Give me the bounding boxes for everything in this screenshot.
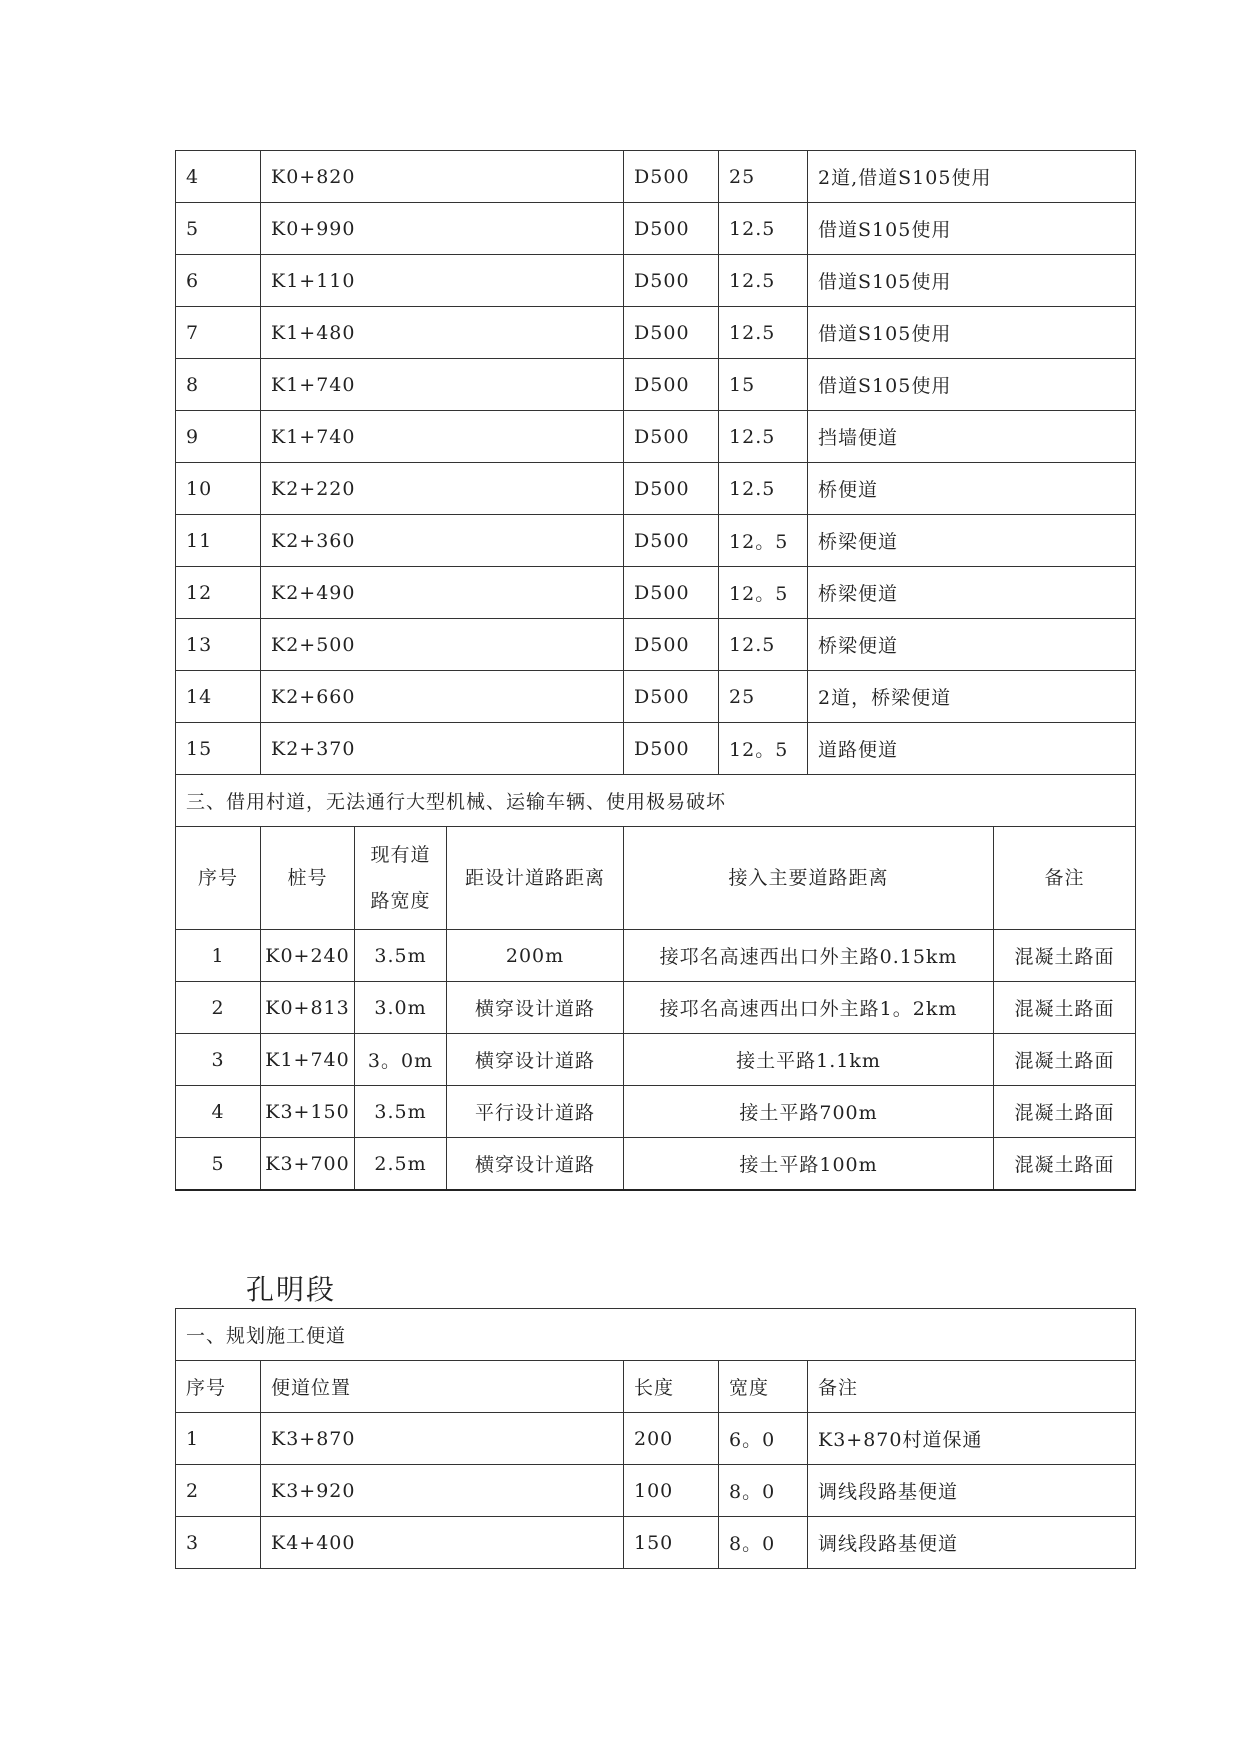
row-number: 13	[176, 619, 261, 671]
row-number: 5	[176, 1138, 261, 1191]
length: 12。5	[719, 515, 808, 567]
width: 8。0	[719, 1517, 808, 1569]
table-row	[176, 203, 1136, 255]
header-dist-design: 距设计道路距离	[447, 827, 624, 930]
row-number: 4	[176, 151, 261, 203]
table-row	[176, 1465, 1136, 1517]
remark: 桥便道	[808, 463, 1136, 515]
dist-main: 接邛名高速西出口外主路0.15km	[624, 930, 994, 982]
pile-number: K1+480	[261, 307, 624, 359]
dist-main: 接土平路1.1km	[624, 1034, 994, 1086]
width: 6。0	[719, 1413, 808, 1465]
length: 200	[624, 1413, 719, 1465]
road-width: 3.0m	[355, 982, 447, 1034]
road-width: 2.5m	[355, 1138, 447, 1191]
pile-number: K1+740	[261, 359, 624, 411]
header-no: 序号	[176, 827, 261, 930]
header-width: 宽度	[719, 1361, 808, 1413]
width: 8。0	[719, 1465, 808, 1517]
header-dist-main: 接入主要道路距离	[624, 827, 994, 930]
header-width-line2: 路宽度	[370, 890, 431, 912]
pile-number: K2+220	[261, 463, 624, 515]
length: 15	[719, 359, 808, 411]
dist-main: 接土平路100m	[624, 1138, 994, 1191]
table-row	[176, 151, 1136, 203]
access-road-table	[175, 1308, 1136, 1569]
road-location: K4+400	[261, 1517, 624, 1569]
row-number: 7	[176, 307, 261, 359]
pipe-spec: D500	[624, 203, 719, 255]
dist-design: 横穿设计道路	[447, 1034, 624, 1086]
row-number: 3	[176, 1034, 261, 1086]
table-row	[176, 1517, 1136, 1569]
remark: 调线段路基便道	[808, 1517, 1136, 1569]
pile-number: K2+660	[261, 671, 624, 723]
pipe-spec: D500	[624, 463, 719, 515]
remark: 借道S105使用	[808, 203, 1136, 255]
remark: 2道，桥梁便道	[808, 671, 1136, 723]
pile-number: K2+360	[261, 515, 624, 567]
header-width	[355, 827, 447, 930]
table-row	[176, 515, 1136, 567]
row-number: 10	[176, 463, 261, 515]
row-number: 14	[176, 671, 261, 723]
row-number: 15	[176, 723, 261, 775]
pile-number: K2+370	[261, 723, 624, 775]
header-length: 长度	[624, 1361, 719, 1413]
row-number: 2	[176, 1465, 261, 1517]
table-row	[176, 1138, 1136, 1191]
row-number: 1	[176, 930, 261, 982]
table-row	[176, 619, 1136, 671]
table-row	[176, 567, 1136, 619]
table-row	[176, 1034, 1136, 1086]
header-row	[176, 827, 1136, 930]
pipe-spec: D500	[624, 671, 719, 723]
remark: 桥梁便道	[808, 567, 1136, 619]
length: 150	[624, 1517, 719, 1569]
section-title-row	[176, 775, 1136, 827]
remark: 混凝土路面	[994, 982, 1136, 1034]
remark: 混凝土路面	[994, 1086, 1136, 1138]
section-title: 一、规划施工便道	[176, 1309, 1136, 1361]
pile-number: K1+110	[261, 255, 624, 307]
table-row	[176, 359, 1136, 411]
pipe-spec: D500	[624, 567, 719, 619]
row-number: 2	[176, 982, 261, 1034]
length: 12.5	[719, 411, 808, 463]
row-number: 5	[176, 203, 261, 255]
length: 100	[624, 1465, 719, 1517]
row-number: 8	[176, 359, 261, 411]
dist-design: 横穿设计道路	[447, 1138, 624, 1191]
road-location: K3+870	[261, 1413, 624, 1465]
remark: 混凝土路面	[994, 930, 1136, 982]
table-row	[176, 411, 1136, 463]
section-heading: 孔明段	[246, 1273, 337, 1306]
remark: 挡墙便道	[808, 411, 1136, 463]
dist-main: 接土平路700m	[624, 1086, 994, 1138]
row-number: 6	[176, 255, 261, 307]
table-row	[176, 1413, 1136, 1465]
length: 12.5	[719, 255, 808, 307]
road-location: K3+920	[261, 1465, 624, 1517]
pile-number: K2+490	[261, 567, 624, 619]
header-remark: 备注	[994, 827, 1136, 930]
road-width: 3.5m	[355, 1086, 447, 1138]
length: 25	[719, 671, 808, 723]
header-pile: 桩号	[261, 827, 355, 930]
section-title-row	[176, 1309, 1136, 1361]
length: 12.5	[719, 203, 808, 255]
pile-number: K1+740	[261, 411, 624, 463]
header-no: 序号	[176, 1361, 261, 1413]
pile-number: K0+990	[261, 203, 624, 255]
length: 25	[719, 151, 808, 203]
pipe-spec: D500	[624, 515, 719, 567]
remark: 借道S105使用	[808, 255, 1136, 307]
remark: 桥梁便道	[808, 515, 1136, 567]
header-remark: 备注	[808, 1361, 1136, 1413]
length: 12.5	[719, 307, 808, 359]
length: 12。5	[719, 567, 808, 619]
remark: 2道,借道S105使用	[808, 151, 1136, 203]
pile-number: K0+240	[261, 930, 355, 982]
row-number: 9	[176, 411, 261, 463]
road-width: 3。0m	[355, 1034, 447, 1086]
remark: 借道S105使用	[808, 307, 1136, 359]
pipe-spec: D500	[624, 619, 719, 671]
remark: 桥梁便道	[808, 619, 1136, 671]
remark: 混凝土路面	[994, 1034, 1136, 1086]
table-row	[176, 255, 1136, 307]
road-width: 3.5m	[355, 930, 447, 982]
row-number: 11	[176, 515, 261, 567]
section-title: 三、借用村道，无法通行大型机械、运输车辆、使用极易破坏	[176, 775, 1136, 827]
dist-design: 200m	[447, 930, 624, 982]
table-row	[176, 982, 1136, 1034]
pile-number: K0+820	[261, 151, 624, 203]
row-number: 3	[176, 1517, 261, 1569]
table-row	[176, 671, 1136, 723]
length: 12.5	[719, 619, 808, 671]
header-row	[176, 1361, 1136, 1413]
header-width-line1: 现有道	[370, 844, 431, 866]
pile-number: K1+740	[261, 1034, 355, 1086]
remark: 借道S105使用	[808, 359, 1136, 411]
pipe-spec: D500	[624, 151, 719, 203]
table-row	[176, 307, 1136, 359]
row-number: 1	[176, 1413, 261, 1465]
pipe-spec: D500	[624, 723, 719, 775]
dist-main: 接邛名高速西出口外主路1。2km	[624, 982, 994, 1034]
dist-design: 平行设计道路	[447, 1086, 624, 1138]
pile-number: K0+813	[261, 982, 355, 1034]
table-row	[176, 930, 1136, 982]
pipe-spec: D500	[624, 255, 719, 307]
remark: K3+870村道保通	[808, 1413, 1136, 1465]
row-number: 12	[176, 567, 261, 619]
length: 12。5	[719, 723, 808, 775]
pile-number: K2+500	[261, 619, 624, 671]
pipe-spec: D500	[624, 307, 719, 359]
header-location: 便道位置	[261, 1361, 624, 1413]
pile-number: K3+700	[261, 1138, 355, 1191]
pipe-spec: D500	[624, 411, 719, 463]
dist-design: 横穿设计道路	[447, 982, 624, 1034]
culvert-table	[175, 150, 1136, 1191]
row-number: 4	[176, 1086, 261, 1138]
pile-number: K3+150	[261, 1086, 355, 1138]
remark: 道路便道	[808, 723, 1136, 775]
remark: 调线段路基便道	[808, 1465, 1136, 1517]
remark: 混凝土路面	[994, 1138, 1136, 1191]
table-row	[176, 723, 1136, 775]
table-row	[176, 463, 1136, 515]
length: 12.5	[719, 463, 808, 515]
pipe-spec: D500	[624, 359, 719, 411]
table-row	[176, 1086, 1136, 1138]
